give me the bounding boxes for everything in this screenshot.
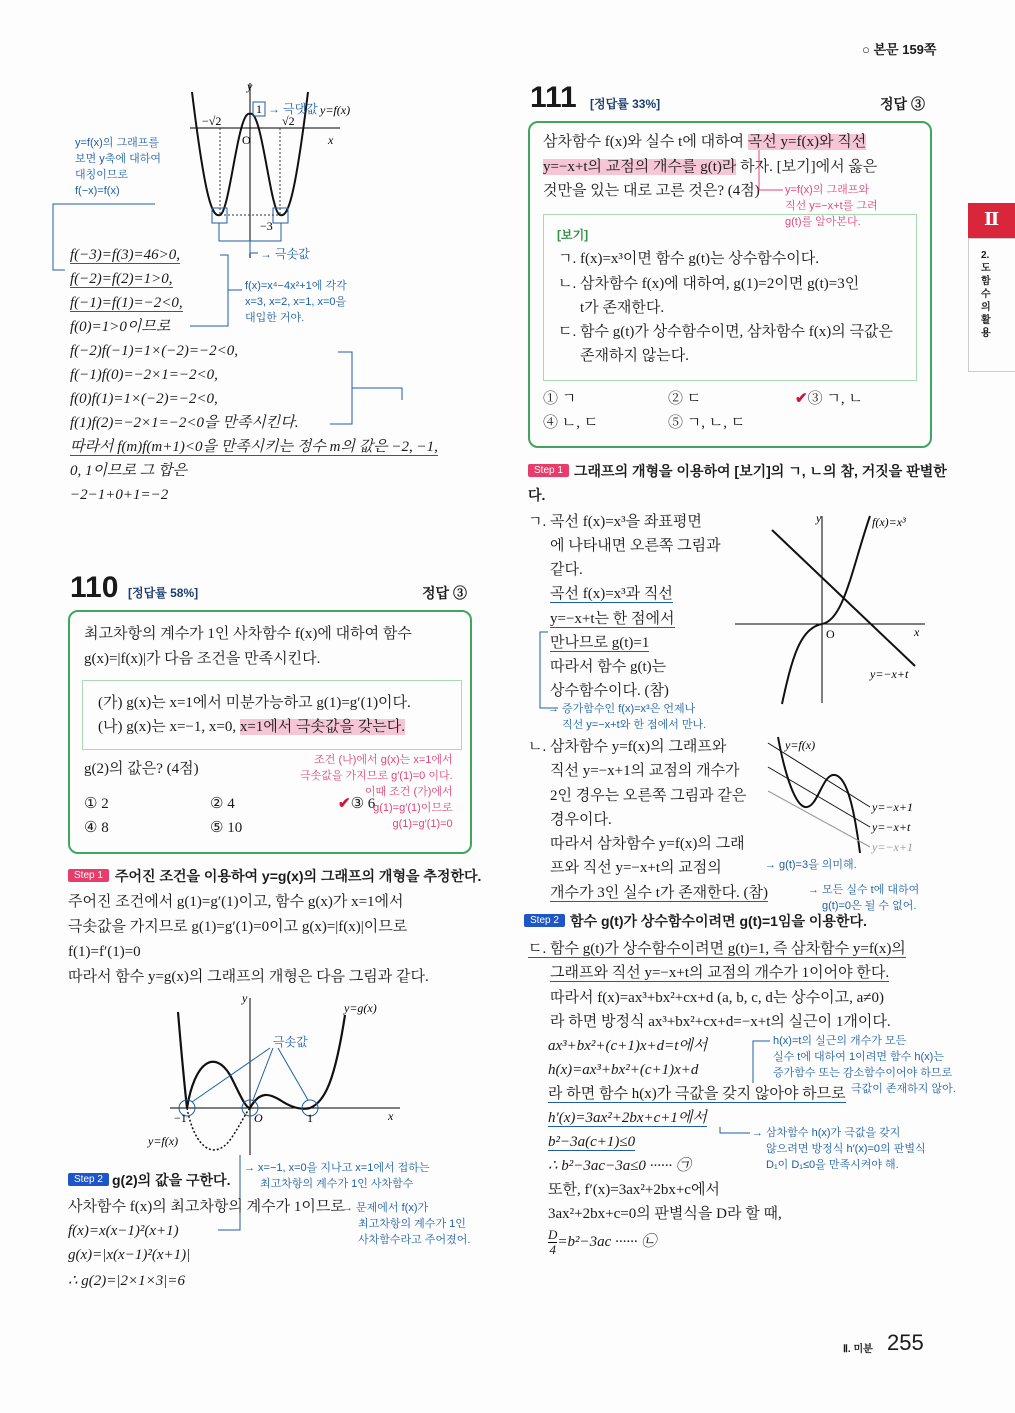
choice-4[interactable]: ④ ㄴ, ㄷ <box>543 415 599 431</box>
answer-label: 정답 ③ <box>880 96 925 112</box>
question-text: 삼차함수 f(x)와 실수 t에 대하여 <box>543 134 748 150</box>
side-tab-chapter-text: 2. 도함수의 활용 <box>981 250 991 339</box>
solution-line: 에 나타내면 오른쪽 그림과 <box>550 538 721 554</box>
solution-line: −2−1+0+1=−2 <box>70 487 169 503</box>
choice-2[interactable]: ② ㄷ <box>668 391 702 407</box>
min-annotation: → 극솟값 <box>260 247 310 261</box>
solution-line: h′(x)=3ax²+2bx+c+1에서 <box>548 1110 707 1126</box>
solution-line: 0, 1이므로 그 합은 <box>70 463 187 479</box>
fraction-line <box>548 1228 656 1257</box>
solution-line: 만나므로 g(t)=1 <box>550 635 650 651</box>
note-line: → x=−1, x=0을 지나고 x=1에서 접하는 <box>244 1162 430 1174</box>
solution-line: f(0)=1>0이므로 <box>70 319 171 335</box>
condition-a: (가) g(x)는 x=1에서 미분가능하고 g(1)=g′(1)이다. <box>98 695 411 711</box>
solution-line: f(−1)=f(1)=−2<0, <box>70 295 183 311</box>
solution-line: 따라서 함수 y=g(x)의 그래프의 개형은 다음 그림과 같다. <box>68 969 429 985</box>
question-line: 최고차항의 계수가 1인 사차함수 f(x)에 대하여 함수 <box>84 626 412 642</box>
note-line: x=3, x=2, x=1, x=0을 <box>245 296 347 308</box>
solution-line: ㄱ. 곡선 f(x)=x³을 좌표평면 <box>528 514 702 530</box>
one-label: 1 <box>307 1111 313 1125</box>
solution-line: 개수가 3인 실수 t가 존재한다. (참) <box>550 885 769 901</box>
choice-3[interactable] <box>795 389 863 409</box>
side-tab-chapter[interactable] <box>968 238 1015 372</box>
curve-fx <box>778 737 860 853</box>
solution-line: 따라서 함수 g(t)는 <box>550 659 667 675</box>
connector <box>218 1155 240 1230</box>
x-label: x <box>388 1109 394 1123</box>
step2-badge: Step 2 <box>68 1173 109 1186</box>
fraction-rest: =b²−3ac ······ ㉡ <box>557 1233 657 1250</box>
note-line: 이때 조건 (가)에서 <box>364 786 453 798</box>
neg3-label: −3 <box>260 219 273 233</box>
bogi-item-c-cont: 존재하지 않는다. <box>580 348 689 364</box>
step2-badge: Step 2 <box>524 914 565 927</box>
step1-badge: Step 1 <box>68 869 109 882</box>
cubic-lines-graph <box>760 735 935 855</box>
solution-line: 그래프와 직선 y=−x+t의 교점의 개수가 1이어야 한다. <box>550 965 890 981</box>
answer-label: 정답 ③ <box>422 585 467 601</box>
solution-line: 라 하면 함수 h(x)가 극값을 갖지 않아야 하므로 <box>548 1086 846 1102</box>
solution-line: ㄷ. 함수 g(t)가 상수함수이려면 g(t)=1, 즉 삼차함수 y=f(x)의 <box>528 941 906 957</box>
note-line: y=f(x)의 그래프를 <box>75 137 159 149</box>
line-neg-x-plus-t <box>772 530 915 666</box>
side-tab-roman-text: Ⅱ <box>984 209 1000 229</box>
solution-line: 경우이다. <box>550 812 612 828</box>
bogi-item-a: ㄱ. f(x)=x³이면 함수 g(t)는 상수함수이다. <box>558 251 819 267</box>
line-label: y=−x+t <box>872 820 911 834</box>
h-note <box>773 1033 956 1097</box>
note-line: g(1)=g′(1)=0 <box>392 818 453 830</box>
choice-5[interactable]: ⑤ 10 <box>210 820 243 836</box>
choice-1[interactable]: ① 2 <box>84 796 109 812</box>
max-annotation: → 극댓값 <box>268 102 318 116</box>
line-label: y=−x+t <box>870 667 909 681</box>
max-value-label: 1 <box>256 102 262 116</box>
note-line: → 증가함수인 f(x)=x³은 언제나 <box>548 703 696 715</box>
note-line: 조건 (나)에서 g(x)는 x=1에서 <box>314 754 453 766</box>
problem-number: 111 <box>530 81 577 114</box>
solution-line: f(1)f(2)=−2×1=−2<0을 만족시킨다. <box>70 415 299 431</box>
solution-line: 3ax²+2bx+c=0의 판별식을 D라 할 때, <box>548 1206 782 1222</box>
question-line: g(x)=|f(x)|가 다음 조건을 만족시킨다. <box>84 651 321 667</box>
question-ask: g(2)의 값은? (4점) <box>84 761 199 777</box>
step2-title: g(2)의 값을 구한다. <box>112 1172 231 1188</box>
x-label: x <box>328 133 334 147</box>
note-line: → 삼차함수 h(x)가 극값을 갖지 <box>752 1127 901 1139</box>
note-line: D₁이 D₁≤0을 만족시켜야 해. <box>766 1159 899 1171</box>
discriminant-note <box>752 1125 926 1173</box>
step1-badge: Step 1 <box>528 464 569 477</box>
step2-title: 함수 g(t)가 상수함수이려면 g(t)=1임을 이용한다. <box>570 913 867 929</box>
connector <box>759 150 783 190</box>
check-icon: ✔ <box>338 796 351 812</box>
solution-line: 라 하면 방정식 ax³+bx²+cx+d=−x+t의 실근이 1개이다. <box>550 1014 891 1030</box>
sqrt2-label: √2 <box>282 114 295 128</box>
page-reference-text: 본문 159쪽 <box>873 42 937 57</box>
side-tab-roman[interactable] <box>968 203 1015 238</box>
note-line: 최고차항의 계수가 1인 사차함수 <box>260 1178 414 1190</box>
cubic-graph <box>730 508 930 708</box>
y-label: y <box>242 991 248 1005</box>
step1-title-cont: 다. <box>528 487 546 503</box>
choice-1[interactable]: ① ㄱ <box>543 391 577 407</box>
solution-line: 따라서 f(m)f(m+1)<0을 만족시키는 정수 m의 값은 −2, −1, <box>70 439 438 455</box>
conditions-box <box>82 680 462 750</box>
symmetry-note <box>75 135 161 199</box>
solution-line: 곡선 f(x)=x³과 직선 <box>550 586 673 602</box>
question-line <box>543 157 877 177</box>
solution-line: 상수함수이다. (참) <box>550 683 669 699</box>
solution-line: ∴ g(2)=|2×1×3|=6 <box>68 1273 186 1289</box>
note-line: → 모든 실수 t에 대하여 <box>808 884 920 896</box>
note-line: 증가함수 또는 감소함수이어야 하므로 <box>773 1067 953 1079</box>
solution-line: ㄴ. 삼차함수 y=f(x)의 그래프와 <box>528 739 727 755</box>
step1-title: 그래프의 개형을 이용하여 [보기]의 ㄱ, ㄴ의 참, 거짓을 판별한 <box>574 463 947 479</box>
note-line: 직선 y=−x+t를 그려 <box>785 200 878 212</box>
note-line: 직선 y=−x+t와 한 점에서 만나. <box>562 719 707 731</box>
min-annotation: 극솟값 <box>273 1035 308 1049</box>
increasing-note <box>548 701 706 733</box>
fraction-numerator: D <box>548 1227 558 1242</box>
choice-3-text: ③ ㄱ, ㄴ <box>807 391 863 407</box>
curve-fx-dashed <box>187 1108 250 1150</box>
solution-line: 사차함수 f(x)의 최고차항의 계수가 1이므로 <box>68 1199 345 1215</box>
origin-label: O <box>242 133 251 147</box>
question-highlight: 곡선 y=f(x)와 직선 <box>747 134 867 150</box>
connector <box>753 1041 770 1049</box>
footer-section: Ⅱ. 미분 <box>843 1344 873 1355</box>
solution-line: ∴ b²−3ac−3a≤0 ······ ㉠ <box>548 1158 691 1174</box>
solution-line: f(−2)=f(2)=1>0, <box>70 271 173 287</box>
note-line: 실수 t에 대하여 1이려면 함수 h(x)는 <box>773 1051 944 1063</box>
curve-label: f(x)=x³ <box>872 515 906 529</box>
origin-label: O <box>254 1111 263 1125</box>
neg-sqrt2-label: −√2 <box>202 114 222 128</box>
curve-label: y=f(x) <box>320 103 351 117</box>
connector <box>540 632 558 708</box>
choice-4[interactable]: ④ 8 <box>84 820 109 836</box>
note-line: g(t)=0은 될 수 없어. <box>822 900 917 912</box>
gx-graph <box>130 990 420 1160</box>
note-line: f(x)=x⁴−4x²+1에 각각 <box>245 280 347 292</box>
fraction-denominator: 4 <box>549 1242 556 1257</box>
condition-b <box>98 717 405 737</box>
line-label: y=−x+1 <box>872 840 913 854</box>
note-line: g(1)=g′(1)이므로 <box>373 802 453 814</box>
quartic-note <box>244 1160 430 1192</box>
solution-line: 2인 경우는 오른쪽 그림과 같은 <box>550 788 747 804</box>
solution-line: f(0)f(1)=1×(−2)=−2<0, <box>70 391 218 407</box>
question-line <box>543 132 866 152</box>
choice-2[interactable]: ② 4 <box>210 796 235 812</box>
step1-title: 주어진 조건을 이용하여 y=g(x)의 그래프의 개형을 추정한다. <box>115 868 482 884</box>
solution-line: 같다. <box>550 562 583 578</box>
solution-line: g(x)=|x(x−1)²(x+1)| <box>68 1247 191 1263</box>
note-line: 극솟값을 가지므로 g′(1)=0 이다. <box>300 770 453 782</box>
solution-line: 프와 직선 y=−x+t의 교점의 <box>550 860 722 876</box>
note-line: g(t)를 알아본다. <box>785 216 861 228</box>
solution-line: 직선 y=−x+1의 교점의 개수가 <box>550 763 740 779</box>
note-line: 대입한 거야. <box>245 312 305 324</box>
note-line: 극값이 존재하지 않아. <box>851 1083 956 1095</box>
note-line: y=f(x)의 그래프와 <box>785 184 869 196</box>
choice-3-text: ③ 6 <box>350 796 376 812</box>
solution-line: 따라서 삼차함수 y=f(x)의 그래 <box>550 836 745 852</box>
note-line: → 문제에서 f(x)가 <box>342 1202 429 1214</box>
connector <box>720 1127 750 1133</box>
accuracy-rate: [정답률 58%] <box>128 586 199 600</box>
gx-label: y=g(x) <box>344 1001 377 1015</box>
solution-line: b²−3a(c+1)≤0 <box>548 1134 636 1150</box>
question-text: 하자. [보기]에서 옳은 <box>736 159 878 175</box>
question-line: 것만을 있는 대로 고른 것은? (4점) <box>543 183 760 199</box>
line-label: y=−x+1 <box>872 800 913 814</box>
note-line: 최고차항의 계수가 1인 <box>358 1218 466 1230</box>
question-highlight: y=−x+t의 교점의 개수를 g(t)라 <box>543 159 737 175</box>
solution-line: f(−3)=f(3)=46>0, <box>70 247 181 263</box>
bogi-item-b: ㄴ. 삼차함수 f(x)에 대하여, g(1)=2이면 g(t)=3인 <box>558 276 860 292</box>
x-label: x <box>914 625 920 639</box>
problem-number: 110 <box>70 571 119 604</box>
condition-b-text: (나) g(x)는 x=−1, x=0, <box>98 719 240 735</box>
check-icon: ✔ <box>795 391 808 407</box>
connector-lines <box>755 150 785 200</box>
g0-note <box>808 882 919 914</box>
fx-label: y=f(x) <box>148 1134 179 1148</box>
note-line: h(x)=t의 실근의 개수가 모든 <box>773 1035 907 1047</box>
solution-line: f(x)=x(x−1)²(x+1) <box>68 1223 179 1239</box>
page-number: 255 <box>887 1330 924 1355</box>
coefficient-note <box>342 1200 470 1248</box>
solution-line: 또한, f′(x)=3ax²+2bx+c에서 <box>548 1182 720 1198</box>
choice-5[interactable]: ⑤ ㄱ, ㄴ, ㄷ <box>668 415 746 431</box>
bogi-item-b-cont: t가 존재한다. <box>580 300 665 316</box>
solution-line: ax³+bx²+(c+1)x+d=t에서 <box>548 1038 708 1054</box>
solution-line: 따라서 f(x)=ax³+bx²+cx+d (a, b, c, d는 상수이고, a≠0) <box>550 990 884 1006</box>
bogi-item-c: ㄷ. 함수 g(t)가 상수함수이면, 삼차함수 f(x)의 극값은 <box>558 324 893 340</box>
solution-line: h(x)=ax³+bx²+(c+1)x+d <box>548 1062 699 1078</box>
solution-line: y=−x+t는 한 점에서 <box>550 611 675 627</box>
solution-line: 주어진 조건에서 g(1)=g′(1)이고, 함수 g(x)가 x=1에서 <box>68 894 404 910</box>
note-line: 않으려면 방정식 h′(x)=0의 판별식 <box>766 1143 926 1155</box>
solution-109 <box>70 245 438 509</box>
y-label: y <box>247 79 253 93</box>
accuracy-rate: [정답률 33%] <box>590 97 661 111</box>
solution-line: f(1)=f′(1)=0 <box>68 944 141 960</box>
note-line: 대칭이므로 <box>75 169 129 181</box>
note-line: 보면 y축에 대하여 <box>75 153 161 165</box>
solution-line: 극솟값을 가지므로 g(1)=g′(1)=0이고 g(x)=|f(x)|이므로 <box>68 919 408 935</box>
solution-line: f(−1)f(0)=−2×1=−2<0, <box>70 367 218 383</box>
condition-b-highlight: x=1에서 극솟값을 갖는다. <box>239 719 405 735</box>
note-line: 사차함수라고 주어졌어. <box>358 1234 471 1246</box>
y-label: y <box>816 511 822 525</box>
solution-line: f(−2)f(−1)=1×(−2)=−2<0, <box>70 343 239 359</box>
bogi-label: [보기] <box>557 228 589 242</box>
origin-label: O <box>826 627 835 641</box>
page-reference: ○ 본문 159쪽 <box>862 42 937 57</box>
neg1-label: −1 <box>174 1111 187 1125</box>
curve-label: y=f(x) <box>785 738 816 752</box>
note-line: f(−x)=f(x) <box>75 185 120 197</box>
pink-note <box>300 752 453 832</box>
g3-note: → g(t)=3을 의미해. <box>765 859 857 871</box>
